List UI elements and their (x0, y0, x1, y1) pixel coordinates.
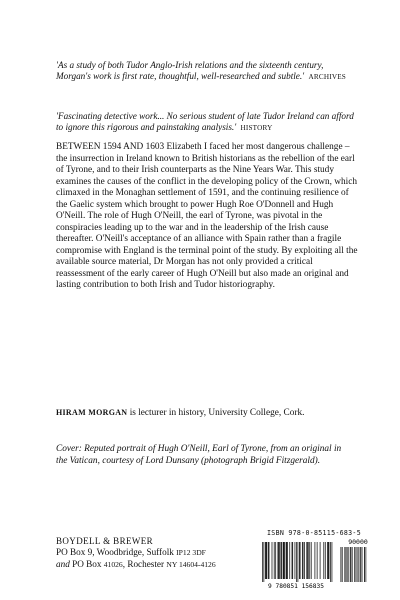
barcode-addon-bar (344, 547, 345, 582)
barcode-bar (265, 542, 266, 579)
barcode-digits: 9 780851 156835 (268, 583, 324, 590)
barcode-bar (298, 542, 299, 582)
barcode-addon-bar (345, 547, 346, 582)
barcode-bar (328, 542, 329, 579)
barcode-bar (281, 542, 282, 579)
barcode-bar (332, 542, 333, 582)
barcode-addon-bar (355, 547, 356, 582)
barcode-bar (308, 542, 309, 579)
barcode-addon-bar (362, 547, 363, 582)
quote-source: HISTORY (240, 124, 273, 133)
barcode-bar (307, 542, 308, 579)
barcode-bar (289, 542, 290, 579)
barcode-addon-bar (360, 547, 361, 582)
barcode-addon-bar (346, 547, 347, 582)
barcode-bar (286, 542, 287, 579)
barcode-bar (323, 542, 324, 579)
barcode-bar (304, 542, 305, 579)
barcode-bar (284, 542, 285, 579)
barcode-bar (263, 542, 264, 582)
barcode-addon-bar (356, 547, 357, 582)
barcode-addon-bar (341, 547, 342, 582)
barcode-bar (287, 542, 288, 579)
publisher-address-uk: PO Box 9, Woodbridge, Suffolk IP12 3DF (56, 547, 206, 558)
barcode-bar (309, 542, 310, 579)
barcode-bar (266, 542, 267, 579)
barcode-bar (330, 542, 331, 582)
barcode-bar (286, 542, 287, 579)
barcode-bar (329, 542, 330, 579)
barcode-addon-bars (341, 547, 367, 582)
isbn-label: ISBN 978-0-85115-683-5 (267, 529, 361, 537)
barcode-addon-bar (354, 547, 355, 582)
barcode-addon-bar (347, 547, 348, 582)
barcode-bar (283, 542, 284, 579)
quote-text: 'As a study of both Tudor Anglo-Irish relations and the sixteenth century, Morgan's work is first rate, thoughtful, well-researched and subtle.' (56, 60, 324, 82)
review-quote-archives (56, 60, 356, 84)
barcode-addon-bar (361, 547, 362, 582)
book-description: BETWEEN 1594 AND 1603 Elizabeth I faced her most dangerous challenge – the insurrection in Ireland known to British historians as the rebellion of the earl of Tyrone, and to their Irish counterparts as the Nine Years War. This study examines the causes of the conflict in the developing policy of the Crown, which climaxed in the Monaghan settlement of 1591, and the continuing resilience of the Gaelic system which brought to power Hugh Roe O'Donnell and Hugh O'Neill. The role of Hugh O'Neill, the earl of Tyrone, was pivotal in the conspiracies leading up to the war and in the leadership of the Irish cause thereafter. O'Neill's acceptance of an alliance with Spain rather than a fragile compromise with England is the terminal point of the study. By exploiting all the available source material, Dr Morgan has not only provided a critical reassessment of the early career of Hugh O'Neill but also made an original and lasting contribution to both Irish and Tudor historiography. (56, 142, 358, 290)
isbn-barcode (258, 529, 370, 590)
barcode-bar (317, 542, 318, 579)
barcode-bar (296, 542, 297, 582)
barcode-addon-bar (350, 547, 351, 582)
barcode-addon-bar (360, 547, 361, 582)
barcode-addon-bar (342, 547, 343, 582)
barcode-bar (278, 542, 279, 579)
quote-source: ARCHIVES (308, 73, 346, 82)
barcode-main-bars (262, 542, 332, 582)
publisher-block (56, 536, 246, 570)
barcode-addon-bar (351, 547, 352, 582)
barcode-bar (272, 542, 273, 579)
review-quote-history (56, 111, 356, 135)
barcode-addon-bar (348, 547, 349, 582)
publisher-name: BOYDELL & BREWER (56, 536, 154, 546)
barcode-bar (275, 542, 276, 579)
barcode-addon-bar (364, 547, 365, 582)
barcode-addon-bar (358, 547, 359, 582)
barcode-bar (302, 542, 303, 579)
author-name: HIRAM MORGAN (56, 408, 128, 417)
barcode-bar (300, 542, 301, 579)
barcode-bar (306, 542, 307, 579)
barcode-bar (268, 542, 269, 579)
barcode-bar (281, 542, 282, 579)
author-bio: is lecturer in history, University College, Cork. (127, 408, 305, 418)
barcode (258, 538, 370, 590)
barcode-addon-bar (365, 547, 366, 582)
barcode-bar (278, 542, 279, 579)
barcode-bar (295, 542, 296, 579)
barcode-addon-bar (357, 547, 358, 582)
barcode-bar (299, 542, 300, 579)
barcode-addon-bar (352, 547, 353, 582)
author-note (56, 407, 356, 420)
barcode-bar (283, 542, 284, 579)
barcode-addon-bar (342, 547, 343, 582)
barcode-bar (327, 542, 328, 579)
barcode-bar (262, 542, 263, 582)
publisher-address-us: and PO Box 41026, Rochester NY 14604-4126 (56, 558, 216, 569)
barcode-bar (279, 542, 280, 579)
barcode-bar (315, 542, 316, 579)
barcode-bar (311, 542, 312, 579)
barcode-bar (292, 542, 293, 579)
barcode-bar (266, 542, 267, 579)
cover-credit: Cover: Reputed portrait of Hugh O'Neill, Earl of Tyrone, from an original in the Vatican, courtesy of Lord Dunsany (photograph Brigid Fitzgerald). (56, 444, 342, 466)
barcode-bar (292, 542, 293, 579)
barcode-bar (320, 542, 321, 579)
barcode-bar (269, 542, 270, 579)
barcode-addon-bar (350, 547, 351, 582)
barcode-bar (303, 542, 304, 579)
barcode-price-code: 90000 (348, 538, 368, 546)
quote-text: 'Fascinating detective work... No serious student of late Tudor Ireland can afford to ignore this rigorous and painstaking analysis.' (56, 111, 354, 133)
barcode-bar (325, 542, 326, 579)
barcode-bar (274, 542, 275, 579)
barcode-addon-bar (366, 547, 367, 582)
